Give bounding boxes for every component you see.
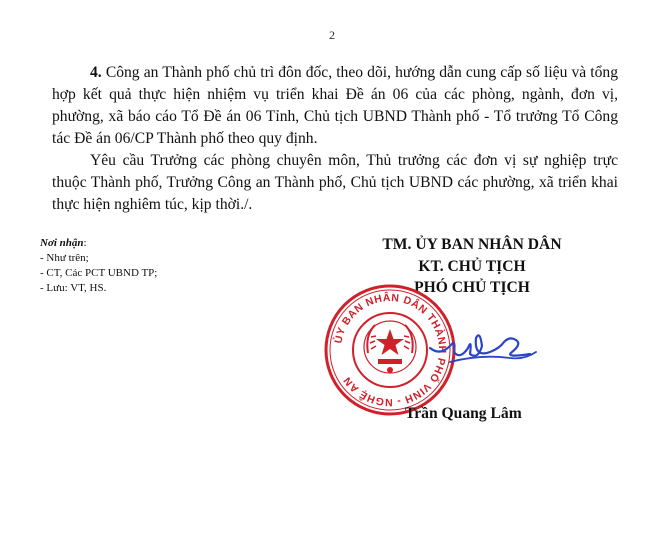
recipient-item: - Lưu: VT, HS. (40, 282, 107, 294)
emblem-icon (364, 321, 416, 373)
paragraph-request: Yêu cầu Trưởng các phòng chuyên môn, Thủ trưởng các đơn vị sự nghiệp trực thuộc Thành phố, Trưởng Công an Thành phố, Chủ tịch UBND các phường, xã triển khai thực hiện nghiêm túc, kịp thời./. (52, 152, 618, 213)
recipients-block (40, 236, 157, 296)
signer-authority: TM. ỦY BAN NHÂN DÂN (382, 236, 562, 253)
recipients-colon: : (83, 237, 87, 249)
signer-name: Trần Quang Lâm (405, 405, 522, 422)
paragraph-4 (52, 62, 618, 150)
svg-text:ỦY BAN NHÂN DÂN THÀNH PHỐ VINH: ỦY BAN NHÂN DÂN THÀNH PHỐ VINH - NGHỆ AN (332, 291, 449, 409)
recipient-item: - Như trên; (40, 252, 89, 264)
page-number: 2 (329, 28, 335, 42)
signer-title: PHÓ CHỦ TỊCH (414, 279, 530, 296)
signer-capacity: KT. CHỦ TỊCH (418, 258, 526, 275)
paragraph-number: 4. (90, 64, 102, 81)
handwritten-signature (420, 318, 540, 378)
paragraph-4-text: Công an Thành phố chủ trì đôn đốc, theo dõi, hướng dẫn cung cấp số liệu và tổng hợp kết quả thực hiện nhiệm vụ triển khai Đề án 06 của các phòng, ngành, đơn vị, phường, xã báo cáo Tổ Đề án 06 Tỉnh, Chủ tịch UBND Thành phố - Tổ trưởng Tổ Công tác Đề án 06/CP Thành phố theo quy định. (52, 64, 618, 147)
recipients-title: Nơi nhận (40, 237, 84, 249)
recipient-item: - CT, Các PCT UBND TP; (40, 267, 158, 279)
